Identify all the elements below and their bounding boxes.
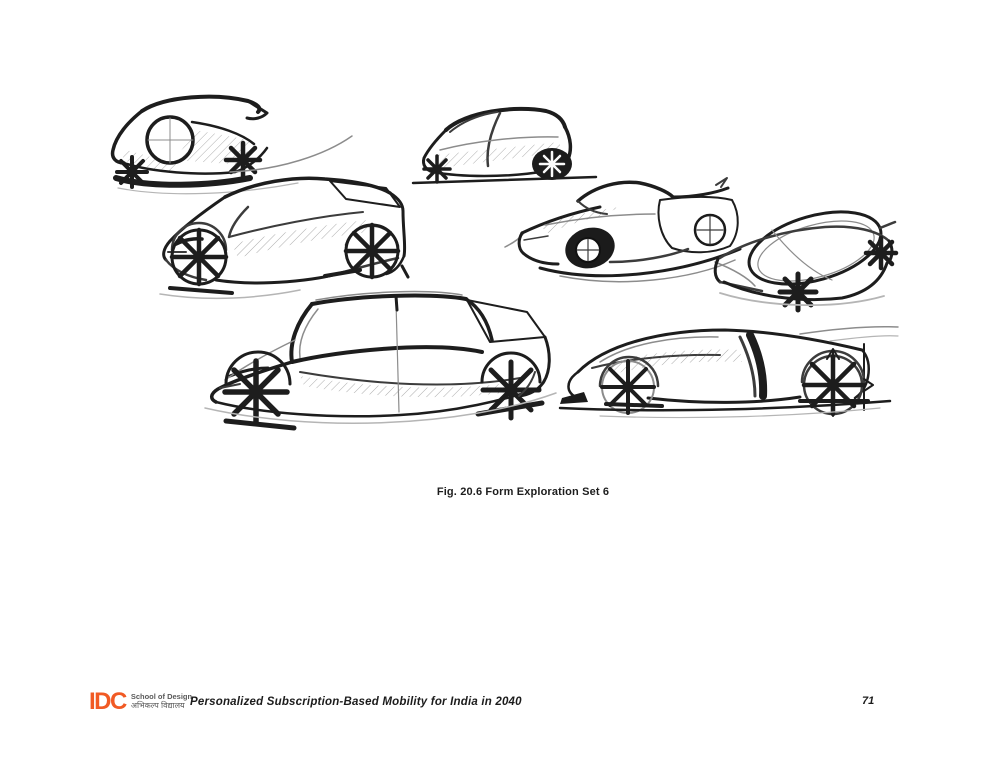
document-title: Personalized Subscription-Based Mobility for India in 2040	[190, 696, 522, 708]
large-mpv-three-quarter-sketch	[205, 292, 556, 428]
fastback-side-sketch	[560, 327, 898, 418]
page-number: 71	[862, 695, 875, 707]
teardrop-coupe-rear-sketch	[715, 198, 896, 310]
idc-logo-acronym: IDC	[89, 688, 126, 715]
figure-caption: Fig. 20.6 Form Exploration Set 6	[436, 486, 610, 498]
idc-logo-division-devanagari: अभिकल्प विद्यालय	[130, 701, 185, 710]
hatchback-three-quarter-sketch	[160, 178, 408, 298]
compact-monovolume-side-sketch	[413, 109, 596, 183]
page-footer	[0, 688, 1000, 728]
idc-logo-division: School of Design	[130, 692, 193, 701]
idc-logo-text-block	[131, 691, 192, 711]
sports-coupe-three-quarter-sketch	[505, 178, 755, 286]
idc-school-of-design-logo	[89, 688, 193, 715]
